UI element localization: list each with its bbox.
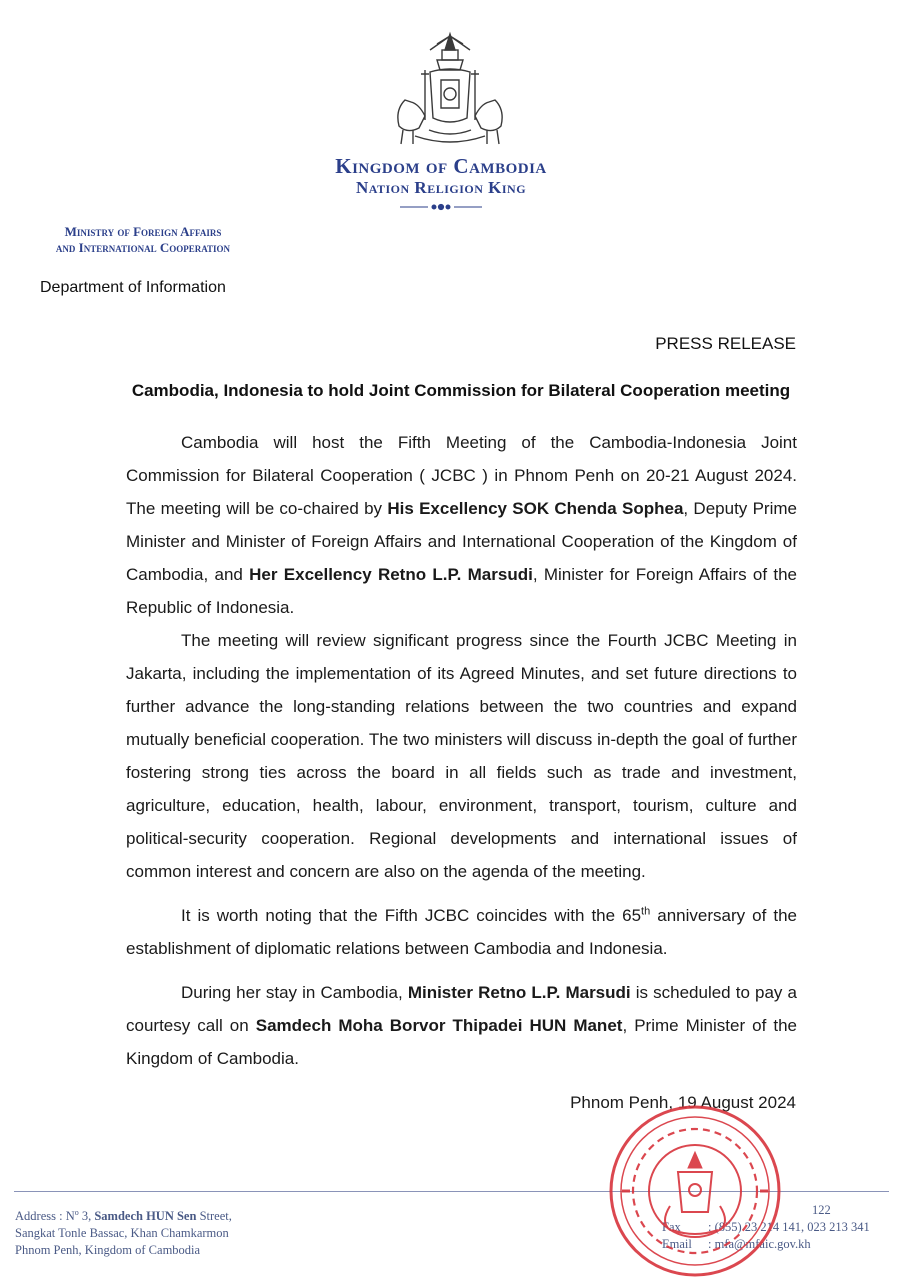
address-line-1: [15, 1204, 232, 1225]
tel-value: 122: [812, 1203, 831, 1217]
p4-text-e: , Prime Minister of the Kingdom of Cambodia.: [126, 1016, 797, 1068]
p1-bold-cochair-cambodia: His Excellency SOK Chenda Sophea: [387, 499, 684, 518]
p4-text-c: is scheduled to pay a courtesy call on: [126, 983, 797, 1035]
p1-bold-cochair-indonesia: Her Excellency Retno L.P. Marsudi: [249, 565, 533, 584]
footer-address: [15, 1204, 232, 1259]
ministry-heading: [14, 224, 272, 256]
address-superscript: o: [74, 1208, 79, 1217]
p3-text-b: anniversary of the establishment of diplomatic relations between Cambodia and Indonesia.: [126, 906, 797, 958]
paragraph-3: [126, 899, 797, 965]
ministry-line-2: and International Cooperation: [55, 240, 231, 255]
p3-superscript: th: [641, 905, 651, 918]
paragraph-2: The meeting will review significant progress since the Fourth JCBC Meeting in Jakarta, including the implementation of its Agreed Minutes, and set future directions to further advance the long-standing relations between the two countries and expand mutually beneficial cooperation. The two ministers will discuss in-depth the goal of further fostering strong ties across the board in all fields such as trade and investment, agriculture, education, health, labour, environment, transport, tourism, culture and political-security cooperation. Regional developments and international issues of common interest and concern are also on the agenda of the meeting.: [126, 631, 797, 881]
headline: Cambodia, Indonesia to hold Joint Commission for Bilateral Cooperation meeting: [131, 381, 791, 400]
address-prefix: Address : N: [15, 1209, 75, 1224]
address-line-2: Sangkat Tonle Bassac, Khan Chamkarmon: [15, 1226, 229, 1241]
p4-bold-minister: Minister Retno L.P. Marsudi: [407, 983, 631, 1002]
ornament-divider-icon: [398, 202, 484, 212]
press-release-body: [126, 426, 797, 1075]
address-street-bold: Samdech HUN Sen: [94, 1209, 197, 1224]
p3-text-a: It is worth noting that the Fifth JCBC coincides with the 65: [181, 906, 642, 925]
kingdom-motto: Nation Religion King: [355, 178, 527, 197]
p4-text-a: During her stay in Cambodia,: [181, 983, 408, 1002]
address-street-rest: Street,: [196, 1209, 232, 1224]
p1-text-a: Cambodia will host the Fifth Meeting of the Cambodia-Indonesia Joint Commission for Bilateral Cooperation ( JCBC ) in Phnom Penh on 20-21 August 2024. The meeting will be co-chaired by: [126, 433, 797, 518]
email-label: Email: [662, 1237, 692, 1251]
paragraph-1: [126, 426, 797, 624]
p1-text-e: , Minister for Foreign Affairs of the Republic of Indonesia.: [126, 565, 797, 617]
press-release-label: PRESS RELEASE: [655, 334, 796, 353]
p4-bold-prime-minister: Samdech Moha Borvor Thipadei HUN Manet: [255, 1016, 623, 1035]
kingdom-title: Kingdom of Cambodia: [335, 154, 547, 178]
address-line-3: Phnom Penh, Kingdom of Cambodia: [15, 1243, 201, 1258]
fax-value: : (855) 23 214 141, 023 213 341: [708, 1220, 870, 1234]
official-seal-stamp-icon: [600, 1102, 790, 1280]
ministry-line-1: Ministry of Foreign Affairs: [64, 224, 222, 239]
fax-label: Fax: [662, 1220, 681, 1234]
department-name: Department of Information: [40, 279, 226, 296]
email-value: : mfa@mfaic.gov.kh: [708, 1237, 811, 1251]
royal-emblem-icon: [385, 30, 515, 155]
place-and-date: Phnom Penh, 19 August 2024: [570, 1093, 796, 1112]
paragraph-4: [126, 976, 797, 1075]
p1-text-c: , Deputy Prime Minister and Minister of Foreign Affairs and International Cooperation of the Kingdom of Cambodia, and: [126, 499, 797, 584]
address-number: 3,: [78, 1209, 95, 1224]
